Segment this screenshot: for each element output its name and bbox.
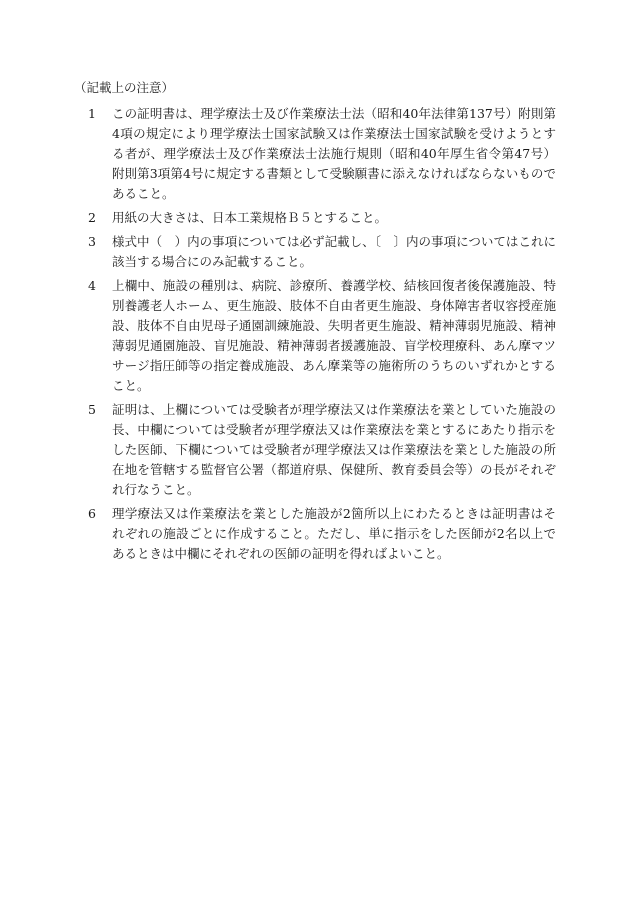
- note-number: 3: [88, 234, 96, 249]
- note-number: 4: [88, 278, 96, 293]
- note-item: [88, 276, 556, 396]
- note-text: 理学療法又は作業療法を業とした施設が2箇所以上にわたるときは証明書はそれぞれの施設ごとに作成すること。ただし、単に指示をした医師が2名以上であるときは中欄にそれぞれの医師の証明を得ればよいこと。: [112, 506, 556, 561]
- note-item: [88, 504, 556, 564]
- note-text: 様式中（ ）内の事項については必ず記載し、〔 〕内の事項についてはこれに該当する場合にのみ記載すること。: [112, 234, 556, 269]
- note-text: 上欄中、施設の種別は、病院、診療所、養護学校、結核回復者後保護施設、特別養護老人ホーム、更生施設、肢体不自由者更生施設、身体障害者収容授産施設、肢体不自由児母子通園訓練施設、失明者更生施設、精神薄弱児施設、精神薄弱児通園施設、盲児施設、精神薄弱者援護施設、盲学校理療科、あん摩マツサージ指圧師等の指定養成施設、あん摩業等の施術所のうちのいずれかとすること。: [112, 278, 556, 393]
- note-text: この証明書は、理学療法士及び作業療法士法（昭和40年法律第137号）附則第4項の規定により理学療法士国家試験又は作業療法士国家試験を受けようとする者が、理学療法士及び作業療法士法施行規則（昭和40年厚生省令第47号）附則第3項第4号に規定する書類として受験願書に添えなければならないものであること。: [112, 106, 556, 201]
- note-number: 6: [88, 506, 96, 521]
- notes-heading: （記載上の注意）: [74, 80, 175, 95]
- note-text: 証明は、上欄については受験者が理学療法又は作業療法を業としていた施設の長、中欄については受験者が理学療法又は作業療法を業とするにあたり指示をした医師、下欄については受験者が理学療法又は作業療法を業とした施設の所在地を管轄する監督官公署（都道府県、保健所、教育委員会等）の長がそれぞれ行なうこと。: [112, 402, 556, 497]
- note-number: 1: [88, 106, 96, 121]
- note-text: 用紙の大きさは、日本工業規格Ｂ５とすること。: [112, 210, 388, 225]
- note-number: 5: [88, 402, 96, 417]
- note-item: [88, 208, 556, 228]
- note-item: [88, 400, 556, 500]
- note-item: [88, 104, 556, 204]
- note-number: 2: [88, 210, 96, 225]
- note-item: [88, 232, 556, 272]
- notes-list: [88, 104, 556, 568]
